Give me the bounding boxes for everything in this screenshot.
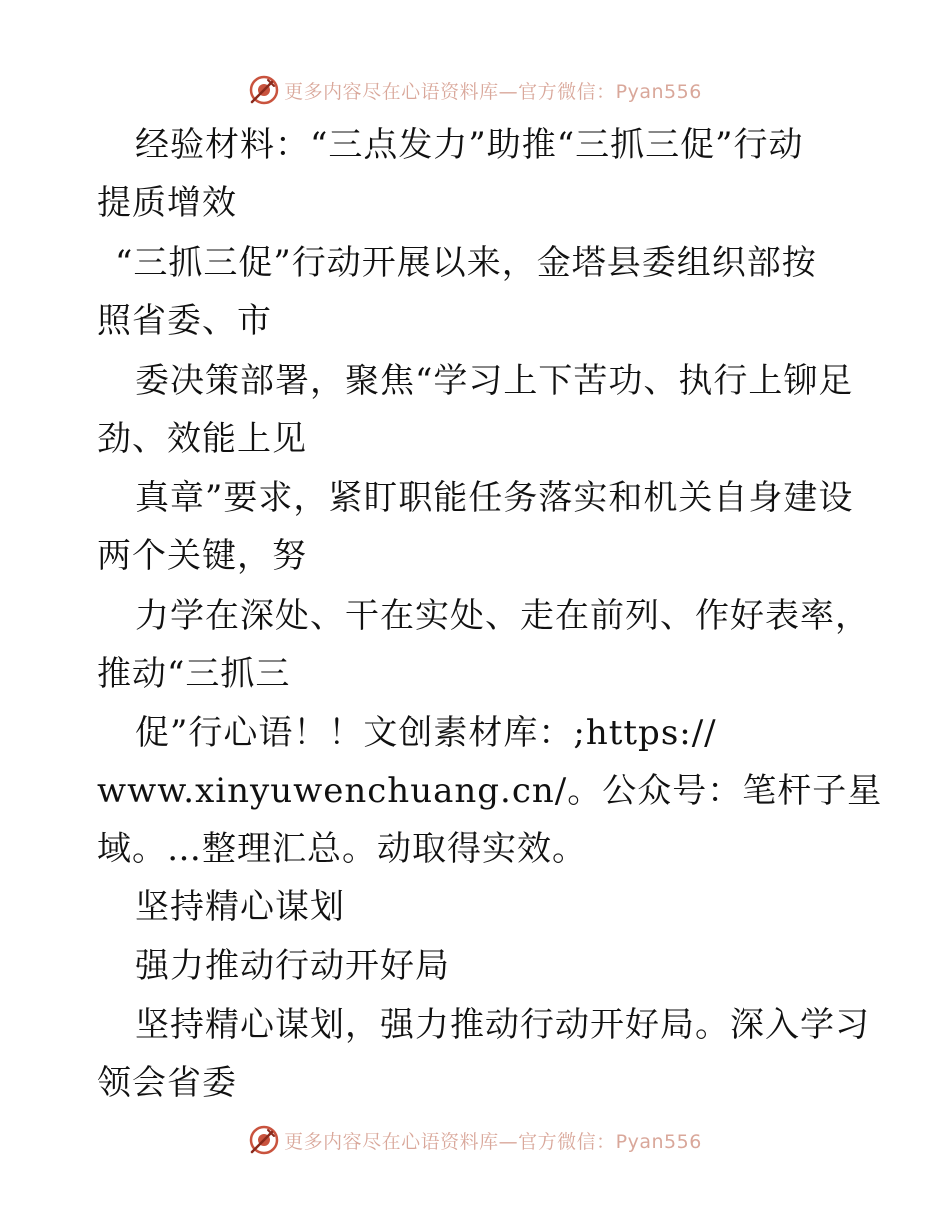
- doc-paragraph-line: “三抓三促”行动开展以来，金塔县委组织部按: [115, 243, 817, 283]
- doc-title-line-1: 经验材料：“三点发力”助推“三抓三促”行动: [135, 125, 804, 165]
- doc-section-heading: 强力推动行动开好局: [135, 946, 450, 986]
- doc-paragraph-line: 促”行心语！！文创素材库：;https://: [135, 713, 717, 753]
- doc-paragraph-line: 坚持精心谋划，强力推动行动开好局。深入学习: [135, 1005, 870, 1045]
- doc-title-line-2: 提质增效: [97, 183, 237, 223]
- watermark-footer: [0, 1120, 950, 1160]
- doc-paragraph-line: 两个关键，努: [97, 536, 307, 576]
- doc-paragraph-line: 真章”要求，紧盯职能任务落实和机关自身建设: [135, 478, 854, 518]
- doc-paragraph-line: 推动“三抓三: [97, 654, 291, 694]
- watermark-text: 更多内容尽在心语资料库—官方微信：Pyan556: [284, 1130, 702, 1153]
- doc-paragraph-line: 领会省委: [97, 1063, 237, 1103]
- doc-paragraph-line: 劲、效能上见: [97, 419, 307, 459]
- doc-paragraph-line: 域。…整理汇总。动取得实效。: [97, 829, 587, 869]
- seal-pen-logo-icon: [248, 1124, 280, 1156]
- doc-paragraph-line: 委决策部署，聚焦“学习上下苦功、执行上铆足: [135, 361, 854, 401]
- watermark-text: 更多内容尽在心语资料库—官方微信：Pyan556: [284, 80, 702, 103]
- seal-pen-logo-icon: [248, 74, 280, 106]
- doc-paragraph-line: www.xinyuwenchuang.cn/。公众号：笔杆子星: [97, 771, 883, 811]
- doc-paragraph-line: 照省委、市: [97, 301, 272, 341]
- watermark-header: [0, 70, 950, 110]
- doc-paragraph-line: 力学在深处、干在实处、走在前列、作好表率，: [135, 596, 870, 636]
- doc-section-heading: 坚持精心谋划: [135, 887, 345, 927]
